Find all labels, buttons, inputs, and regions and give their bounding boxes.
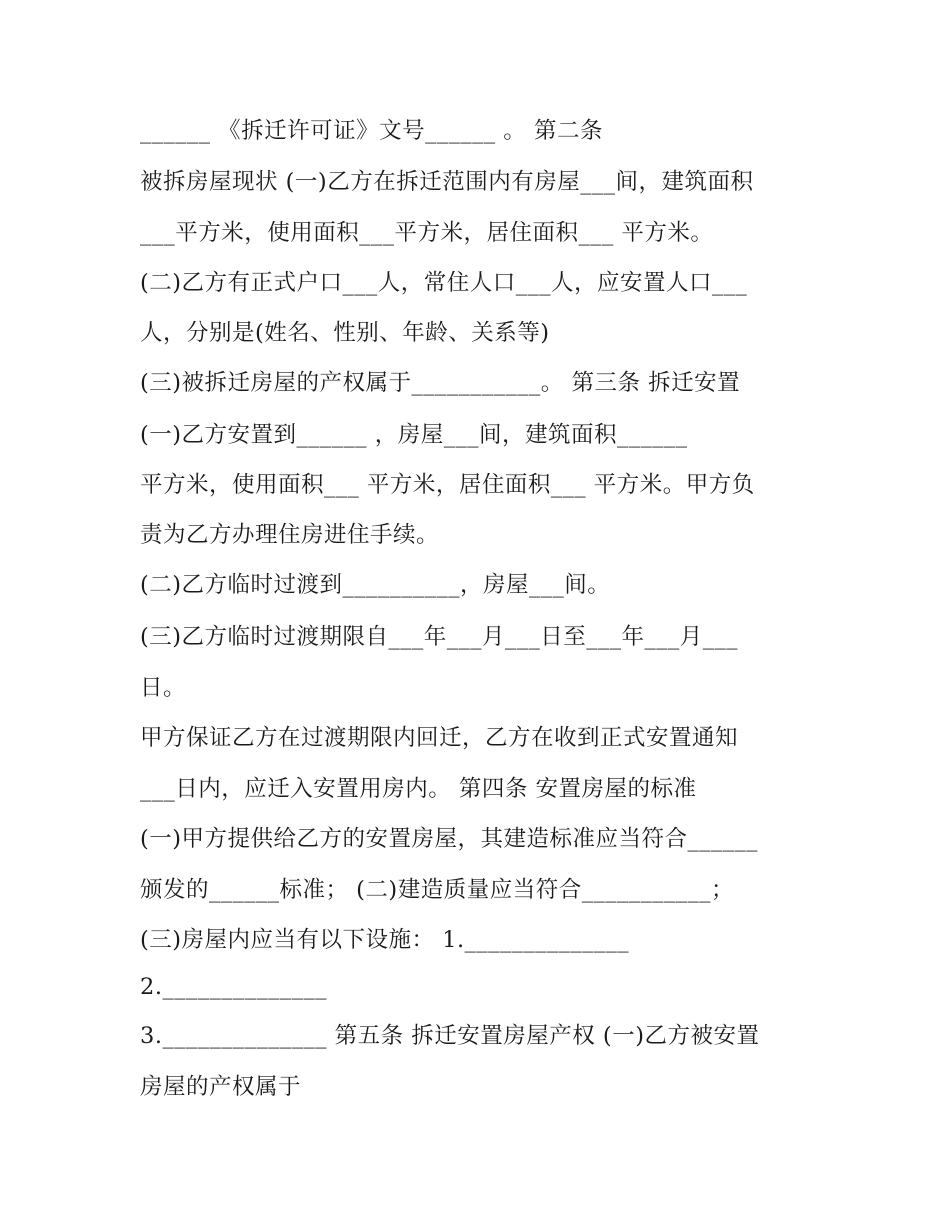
text-line-13: 甲方保证乙方在过渡期限内回迁，乙方在收到正式安置通知 [140, 725, 739, 751]
text-line-4: (二)乙方有正式户口___人，常住人口___人，应安置人口___ [140, 270, 748, 296]
text-line-9: 责为乙方办理住房进住手续。 [140, 522, 440, 548]
text-line-17: (三)房屋内应当有以下设施： 1.______________ [140, 927, 630, 953]
text-line-18: 2.______________ [140, 974, 327, 1000]
text-line-10: (二)乙方临时过渡到__________，房屋___间。 [140, 572, 611, 598]
text-line-14: ___日内，应迁入安置用房内。 第四条 安置房屋的标准 [140, 776, 697, 802]
text-line-2: 被拆房屋现状 (一)乙方在拆迁范围内有房屋___间，建筑面积 [140, 169, 754, 195]
text-line-20: 房屋的产权属于 [140, 1074, 302, 1100]
text-line-1: ______ 《拆迁许可证》文号______ 。 第二条 [140, 118, 603, 144]
text-line-11: (三)乙方临时过渡期限自___年___月___日至___年___月___ [140, 624, 739, 650]
text-line-7: (一)乙方安置到______ ，房屋___间，建筑面积______ [140, 422, 688, 448]
text-line-3: ___平方米，使用面积___平方米，居住面积___ 平方米。 [140, 220, 714, 246]
text-line-12: 日。 [140, 675, 187, 701]
text-line-5: 人，分别是(姓名、性别、年龄、关系等) [140, 320, 550, 346]
text-line-16: 颁发的______标准； (二)建造质量应当符合___________； [140, 877, 734, 903]
text-line-19: 3.______________ 第五条 拆迁安置房屋产权 (一)乙方被安置 [140, 1023, 760, 1049]
text-line-6: (三)被拆迁房屋的产权属于___________。 第三条 拆迁安置 [140, 370, 741, 396]
text-line-15: (一)甲方提供给乙方的安置房屋，其建造标准应当符合______ [140, 826, 759, 852]
text-line-8: 平方米，使用面积___ 平方米，居住面积___ 平方米。甲方负 [140, 472, 755, 498]
